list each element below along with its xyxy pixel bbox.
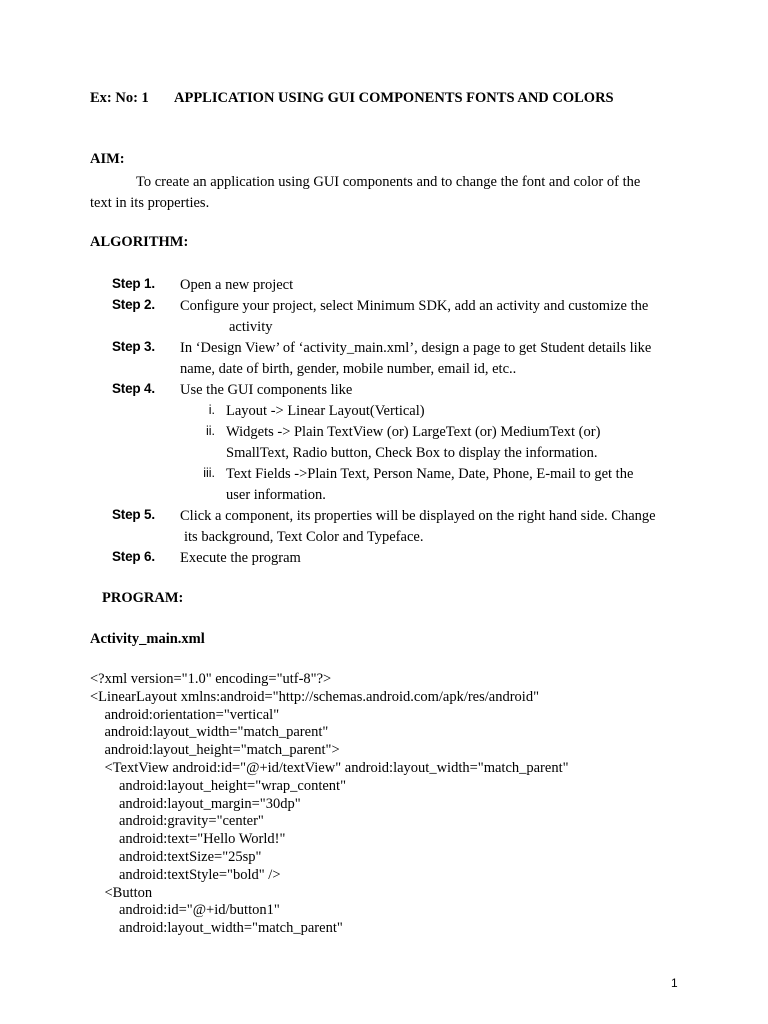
code-line: android:id="@+id/button1"	[90, 902, 280, 919]
step-4-text: Use the GUI components like	[180, 382, 353, 398]
step-6-label: Step 6.	[112, 549, 155, 564]
step-3-text-line-2: name, date of birth, gender, mobile number, email id, etc..	[180, 361, 517, 377]
code-line: <TextView android:id="@+id/textView" android:layout_width="match_parent"	[90, 759, 569, 776]
exercise-number: Ex: No: 1	[90, 90, 149, 106]
code-line: android:gravity="center"	[90, 813, 264, 830]
aim-text-line-1: To create an application using GUI components and to change the font and color of the	[136, 174, 641, 190]
program-filename: Activity_main.xml	[90, 631, 205, 647]
code-line: android:textStyle="bold" />	[90, 866, 281, 883]
step-5-text-line-1: Click a component, its properties will be displayed on the right hand side. Change	[180, 508, 656, 524]
substep-ii-numeral: ii.	[205, 424, 215, 438]
code-line: android:textSize="25sp"	[90, 848, 262, 865]
code-line: android:orientation="vertical"	[90, 706, 280, 723]
step-3-text-line-1: In ‘Design View’ of ‘activity_main.xml’, design a page to get Student details like	[180, 340, 652, 356]
algorithm-heading: ALGORITHM:	[90, 234, 189, 250]
substep-iii-numeral: iii.	[203, 466, 215, 480]
substep-ii-text-line-2: SmallText, Radio button, Check Box to display the information.	[226, 445, 598, 461]
step-2-text-line-1: Configure your project, select Minimum SDK, add an activity and customize the	[180, 298, 649, 314]
code-line: android:layout_margin="30dp"	[90, 795, 301, 812]
step-5-label: Step 5.	[112, 507, 155, 522]
substep-i-text: Layout -> Linear Layout(Vertical)	[226, 403, 425, 419]
substep-i-numeral: i.	[208, 403, 215, 417]
code-line: android:layout_width="match_parent"	[90, 724, 329, 741]
exercise-title	[90, 90, 614, 107]
step-6-text: Execute the program	[180, 550, 301, 566]
step-2-label: Step 2.	[112, 297, 155, 312]
program-heading: PROGRAM:	[102, 590, 184, 606]
code-line: android:text="Hello World!"	[90, 831, 286, 848]
aim-text-line-2: text in its properties.	[90, 195, 210, 211]
step-4-label: Step 4.	[112, 381, 155, 396]
step-2-text-line-2: activity	[229, 319, 273, 335]
code-line: android:layout_height="match_parent">	[90, 742, 340, 759]
substep-iii-text-line-1: Text Fields ->Plain Text, Person Name, Date, Phone, E-mail to get the	[226, 466, 634, 482]
step-5-text-line-2: its background, Text Color and Typeface.	[184, 529, 424, 545]
code-line: android:layout_width="match_parent"	[90, 920, 343, 937]
step-1-text: Open a new project	[180, 277, 294, 293]
page-number: 1	[671, 976, 678, 990]
code-line: <LinearLayout xmlns:android="http://schemas.android.com/apk/res/android"	[90, 688, 539, 705]
code-line: <?xml version="1.0" encoding="utf-8"?>	[90, 671, 332, 687]
code-line: android:layout_height="wrap_content"	[90, 777, 346, 794]
aim-heading: AIM:	[90, 151, 125, 167]
substep-iii-text-line-2: user information.	[226, 487, 326, 503]
exercise-title-text: APPLICATION USING GUI COMPONENTS FONTS AND COLORS	[174, 90, 614, 106]
code-line: <Button	[90, 884, 153, 901]
substep-ii-text-line-1: Widgets -> Plain TextView (or) LargeText (or) MediumText (or)	[226, 424, 601, 440]
step-1-label: Step 1.	[112, 276, 155, 291]
code-block	[90, 671, 569, 938]
step-3-label: Step 3.	[112, 339, 155, 354]
